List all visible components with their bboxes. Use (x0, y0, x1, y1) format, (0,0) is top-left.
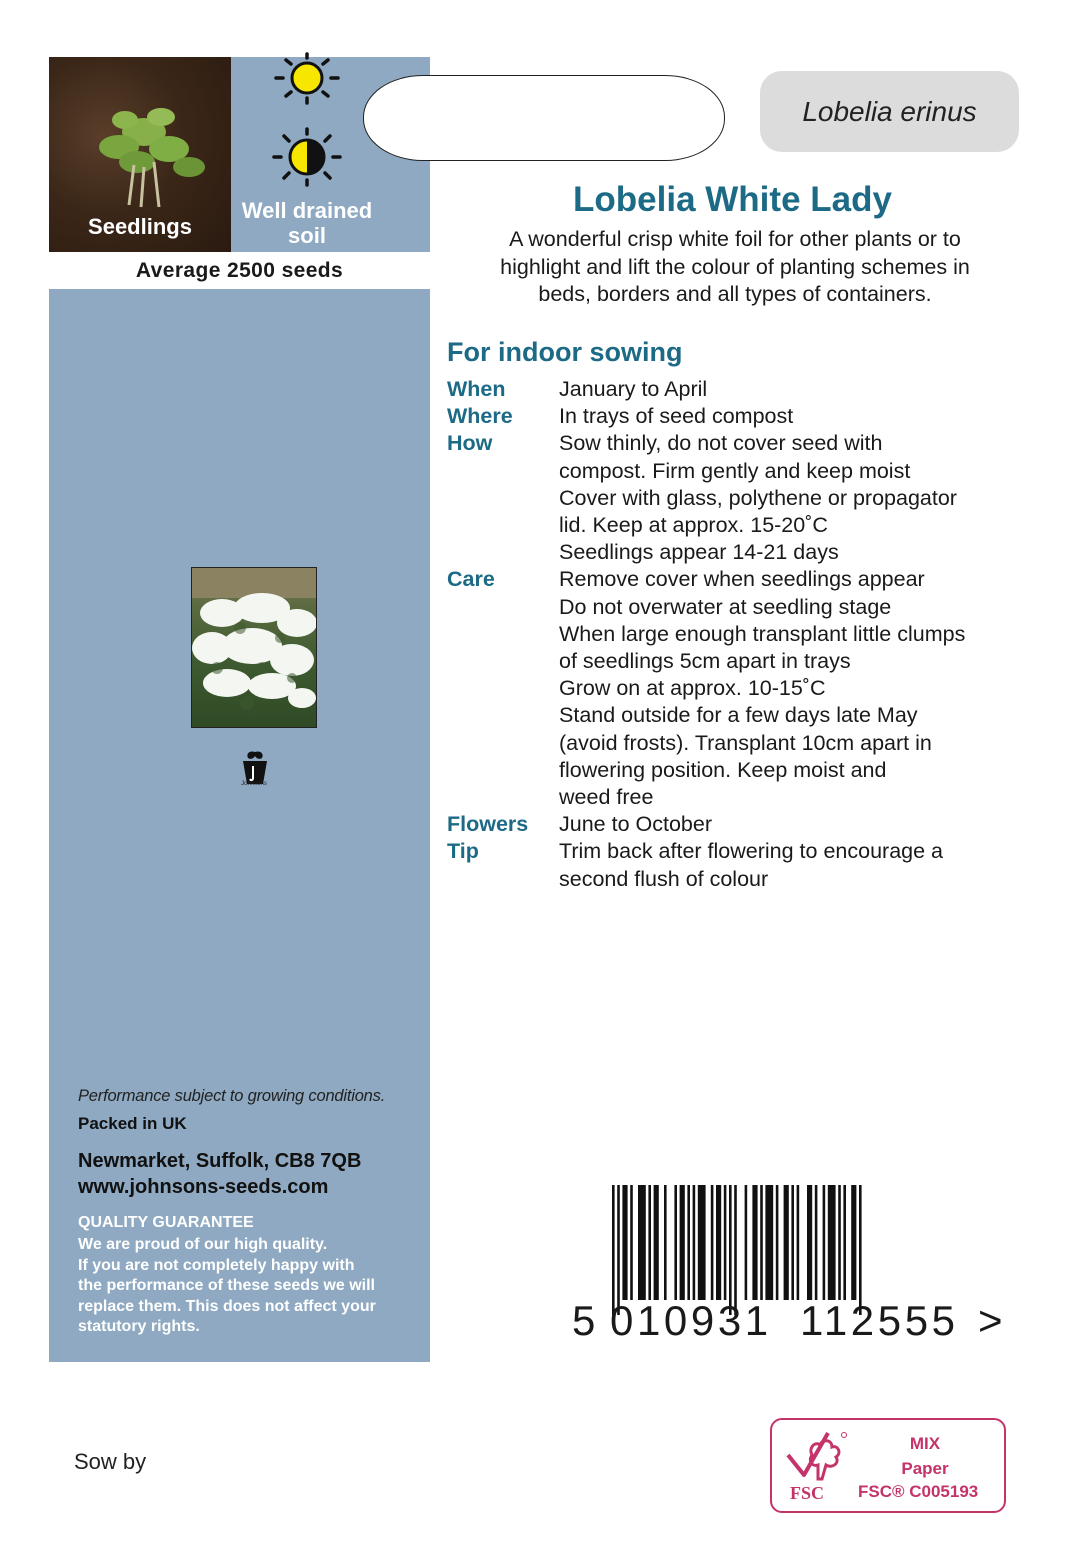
instruction-key: Care (447, 567, 495, 592)
instruction-line: lid. Keep at approx. 15-20˚C (559, 513, 828, 538)
instruction-line: June to October (559, 812, 712, 837)
instruction-row-where (447, 403, 1047, 430)
address-line: Newmarket, Suffolk, CB8 7QB (78, 1150, 362, 1172)
quality-line: replace them. This does not affect your (78, 1297, 376, 1315)
barcode-bar (711, 1185, 714, 1300)
barcode-bar (674, 1185, 677, 1300)
barcode-bar (828, 1185, 836, 1300)
quality-line: statutory rights. (78, 1318, 200, 1335)
fsc-mix-text: MIX (909, 1434, 941, 1453)
sowing-section-title: For indoor sowing (447, 337, 683, 367)
partial-shade-icon (268, 127, 346, 189)
quality-guarantee-text (78, 1235, 428, 1338)
barcode-left-digits: 010931 (610, 1297, 772, 1344)
fsc-code: FSC® C005193 (858, 1482, 979, 1501)
barcode-bar (823, 1185, 826, 1300)
instruction-line: Cover with glass, polythene or propagator (559, 485, 957, 510)
instruction-value (559, 430, 1047, 566)
fsc-letters: FSC (790, 1483, 825, 1503)
instruction-line: In trays of seed compost (559, 404, 794, 429)
barcode-bar (734, 1185, 737, 1315)
packed-in: Packed in UK (78, 1114, 187, 1133)
soil-label (231, 198, 383, 248)
barcode-bar (776, 1185, 779, 1300)
barcode-bar (654, 1185, 659, 1300)
full-sun-icon (268, 52, 346, 112)
flower-photo (191, 567, 317, 728)
barcode-right-digits: 112555 (800, 1297, 959, 1344)
barcode-bar (765, 1185, 773, 1300)
instruction-key: Where (447, 404, 513, 429)
barcode-bar (784, 1185, 789, 1300)
soil-label-line1: Well drained (241, 198, 373, 223)
seedling-photo (49, 57, 231, 252)
barcode-bar (687, 1185, 690, 1300)
seed-count: Average 2500 seeds (49, 252, 430, 289)
barcode-bar (729, 1185, 732, 1315)
instruction-row-care (447, 566, 1047, 811)
instruction-line: Grow on at approx. 10-15˚C (559, 676, 826, 701)
instruction-key: When (447, 377, 506, 401)
website-link[interactable]: www.johnsons-seeds.com (78, 1176, 329, 1198)
barcode-bar (807, 1185, 812, 1300)
quality-line: If you are not completely happy with (78, 1256, 355, 1274)
instruction-value (559, 811, 1047, 838)
white-lobelia-illustration (192, 568, 316, 727)
instruction-value (559, 376, 1047, 403)
barcode-bar (838, 1185, 841, 1300)
barcode-bar (648, 1185, 651, 1300)
instruction-key: Flowers (447, 812, 529, 837)
barcode-bar (630, 1185, 633, 1300)
barcode-bar (760, 1185, 763, 1300)
barcode-bar (664, 1185, 667, 1300)
instruction-row-flowers (447, 811, 1047, 838)
quality-line: the performance of these seeds we will (78, 1277, 375, 1294)
instruction-line: Do not overwater at seedling stage (559, 594, 892, 619)
barcode-bar (617, 1185, 620, 1315)
instruction-line: weed free (559, 785, 654, 810)
hang-tab-cutout (363, 75, 725, 161)
instruction-line: Remove cover when seedlings appear (559, 567, 925, 592)
instruction-value (559, 566, 1047, 811)
soil-label-line2: soil (288, 223, 326, 248)
instruction-value (559, 403, 1047, 430)
fsc-mix-label (860, 1431, 990, 1481)
description-line: highlight and lift the colour of planting schemes in (500, 254, 970, 279)
fsc-paper-text: Paper (901, 1459, 949, 1478)
instruction-row-when (447, 376, 1047, 403)
barcode-bar (859, 1185, 862, 1315)
sowing-instructions (447, 376, 1047, 893)
instruction-line: flowering position. Keep moist and (559, 757, 887, 782)
barcode-bar (851, 1185, 856, 1300)
seedlings-label: Seedlings (88, 214, 192, 239)
barcode-bar (745, 1185, 748, 1300)
instruction-line: second flush of colour (559, 866, 769, 891)
instruction-line: Seedlings appear 14-21 days (559, 540, 839, 565)
description-line: beds, borders and all types of containers. (538, 282, 932, 306)
brand-small-text: Johnsons (241, 781, 267, 787)
fsc-tree-checkmark-icon (782, 1425, 852, 1487)
barcode-bar (612, 1185, 615, 1315)
instruction-row-tip (447, 838, 1047, 892)
barcode-bar (622, 1185, 627, 1300)
instruction-line: When large enough transplant little clumps (559, 621, 966, 646)
instruction-value (559, 838, 1047, 892)
barcode-bar (716, 1185, 721, 1300)
description-line: A wonderful crisp white foil for other plants or to (509, 227, 961, 251)
barcode-bar (698, 1185, 706, 1300)
performance-note: Performance subject to growing conditions. (78, 1087, 386, 1105)
barcode-bar (638, 1185, 646, 1300)
instruction-line: (avoid frosts). Transplant 10cm apart in (559, 730, 932, 755)
barcode-bar (752, 1185, 757, 1300)
quality-guarantee-title: QUALITY GUARANTEE (78, 1214, 254, 1231)
instruction-line: of seedlings 5cm apart in trays (559, 649, 851, 674)
instruction-line: January to April (559, 377, 708, 401)
barcode-bar (680, 1185, 685, 1300)
barcode-end-mark: > (978, 1297, 1003, 1344)
instruction-line: Sow thinly, do not cover seed with (559, 431, 883, 456)
barcode-first-digit: 5 (572, 1297, 596, 1344)
instruction-line: Stand outside for a few days late May (559, 703, 918, 728)
sow-by-label: Sow by (74, 1449, 147, 1474)
product-title: Lobelia White Lady (573, 180, 892, 219)
barcode-bar (693, 1185, 696, 1300)
barcode-bar (843, 1185, 846, 1300)
latin-name: Lobelia erinus (760, 71, 1019, 152)
instruction-line: compost. Firm gently and keep moist (559, 458, 911, 483)
instruction-key: Tip (447, 839, 479, 864)
instruction-key: How (447, 431, 493, 456)
barcode-bar (797, 1185, 800, 1300)
company-address (78, 1148, 361, 1200)
product-description (440, 226, 1030, 309)
barcode-bar (724, 1185, 727, 1300)
barcode (610, 1185, 990, 1315)
barcode-bar (791, 1185, 794, 1300)
instruction-row-how (447, 430, 1047, 566)
instruction-line: Trim back after flowering to encourage a (559, 839, 943, 864)
quality-line: We are proud of our high quality. (78, 1236, 328, 1253)
barcode-bar (815, 1185, 818, 1300)
